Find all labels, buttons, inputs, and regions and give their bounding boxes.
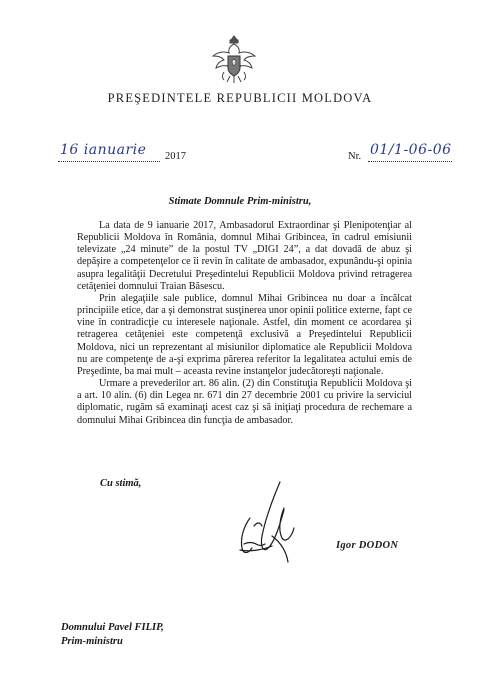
date-dotted-line bbox=[58, 161, 160, 162]
reference-number-dotted-line bbox=[368, 161, 452, 162]
letter-paragraph: La data de 9 ianuarie 2017, Ambasadorul Extraordinar şi Plenipotenţiar al Republicii Moldova în România, domnul Mihai Gribincea, în cadrul emisiunii televizate „24 minute” de la postul TV „DIGI 24”, a dat dovadă de abuz şi depăşire a competenţelor ce îi revin în calitate de ambasador, expunându-şi opinia asupra legalităţii Decretului Preşedintelui Republicii Moldova privind retragerea cetăţeniei domnului Traian Băsescu. bbox=[77, 220, 412, 292]
reference-number-label: Nr. bbox=[348, 151, 362, 162]
letter-paragraph: Urmare a prevederilor art. 86 alin. (2) din Constituţia Republicii Moldova şi a art. 10 alin. (6) din Legea nr. 671 din 27 decembrie 2001 cu privire la serviciul diplomatic, rugăm să examinaţi acest caz şi să iniţiaţi procedura de rechemare a domnului Mihai Gribincea din funcţia de ambasador. bbox=[77, 378, 412, 426]
handwritten-signature bbox=[232, 478, 312, 570]
salutation: Stimate Domnule Prim-ministru, bbox=[168, 196, 312, 207]
institution-title: PREŞEDINTELE REPUBLICII MOLDOVA bbox=[107, 91, 373, 105]
letter-paragraph: Prin alegaţiile sale publice, domnul Mihai Gribincea nu doar a încălcat principiile etice, dar a şi demonstrat susţinerea unor opinii politice externe, fapt ce vine în contradicţie cu interesele naţionale. Astfel, din moment ce acordarea şi retragerea cetăţeniei este competenţă exclusivă a Preşedintelui Republicii Moldova, nici un reprezentant al misiunilor diplomatice ale Republicii Moldova nu are competenţe de a-şi exprima părerea referitor la legalitatea actului emis de Preşedinte, ba mai mult – aceasta revine instanţelor judecătoreşti naţionale. bbox=[77, 292, 412, 377]
addressee-title: Prim-ministru bbox=[61, 636, 123, 647]
addressee-name: Domnului Pavel FILIP, bbox=[61, 622, 164, 633]
date-year: 2017 bbox=[165, 151, 186, 162]
closing: Cu stimă, bbox=[100, 478, 142, 489]
letter-body bbox=[77, 220, 412, 427]
moldova-coat-of-arms-icon bbox=[210, 32, 258, 88]
reference-number-handwritten: 01/1-06-06 bbox=[370, 142, 452, 158]
date-handwritten: 16 ianuarie bbox=[60, 142, 147, 158]
addressee-block bbox=[61, 621, 164, 649]
signer-name: Igor DODON bbox=[336, 540, 399, 551]
